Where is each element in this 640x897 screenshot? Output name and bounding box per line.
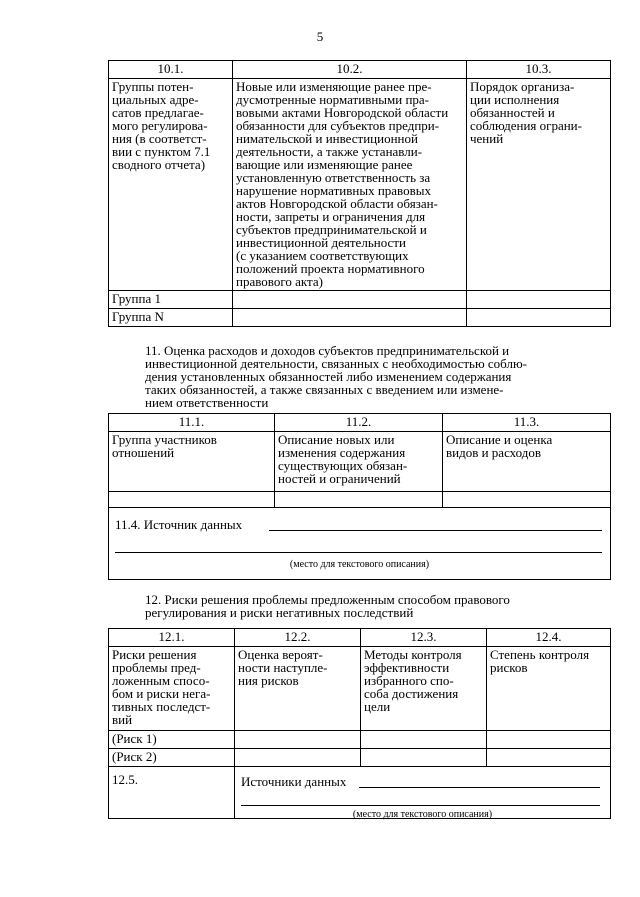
data-source-label: 11.4. Источник данных [115,517,243,532]
table-cell [109,492,275,508]
table-12 [108,628,611,819]
table-cell [467,291,611,309]
fill-line [241,805,600,806]
table-11 [108,413,611,580]
table-cell [443,492,611,508]
table-12-header: 12.4. [487,629,611,647]
table-12-header: 12.3. [361,629,487,647]
fill-line [359,787,600,788]
table-cell [361,731,487,749]
table-cell [235,749,361,767]
table-12-row-label: (Риск 1) [109,731,235,749]
data-source-cell [235,767,611,819]
table-10-header: 10.2. [233,61,467,79]
table-12-header: 12.2. [235,629,361,647]
text-placeholder: (место для текстового описания) [289,559,430,570]
table-12-desc: Оценка вероят- ности наступле- ния рисков [235,647,361,731]
data-source-cell [109,508,611,580]
page-number: 5 [316,29,324,44]
table-cell [235,731,361,749]
table-10 [108,60,611,327]
section-12-heading: 12. Риски решения проблемы предложенным способом правового регулирования и риски негативных последствий [145,592,510,620]
table-cell [487,731,611,749]
table-cell [487,749,611,767]
table-11-header: 11.2. [275,414,443,432]
data-source-number: 12.5. [109,767,235,819]
table-11-desc: Группа участников отношений [109,432,275,492]
table-cell [233,309,467,327]
table-10-desc: Порядок организа- ции исполнения обязанностей и соблюдения ограни- чений [467,79,611,291]
table-11-header: 11.3. [443,414,611,432]
table-10-row-label: Группа N [109,309,233,327]
table-12-row-label: (Риск 2) [109,749,235,767]
text-placeholder: (место для текстового описания) [352,809,493,820]
section-11-heading: 11. Оценка расходов и доходов субъектов предпринимательской и инвестиционной деятельности, связанных с необходимостью соблю- дения установленных обязанностей либо изменением содержания таких обязанностей, а также связанных с введением или измене- нием ответственности [145,343,528,410]
table-11-desc: Описание новых или изменения содержания существующих обязан- ностей и ограничений [275,432,443,492]
table-12-header: 12.1. [109,629,235,647]
table-10-desc: Группы потен- циальных адре- сатов предлагае- мого регулирова- ния (в соответст- вии с пунктом 7.1 сводного отчета) [109,79,233,291]
table-11-desc: Описание и оценка видов и расходов [443,432,611,492]
table-10-header: 10.3. [467,61,611,79]
table-11-header: 11.1. [109,414,275,432]
table-12-desc: Риски решения проблемы пред- ложенным спосо- бом и риски нега- тивных последст- вий [109,647,235,731]
data-source-label: Источники данных [241,774,347,789]
table-cell [467,309,611,327]
table-12-desc: Степень контроля рисков [487,647,611,731]
table-12-desc: Методы контроля эффективности избранного спо- соба достижения цели [361,647,487,731]
table-10-desc: Новые или изменяющие ранее пре- дусмотренные нормативными пра- вовыми актами Новгородской области обязанности для субъектов предпри- нимательской и инвестиционной деятельности, а также устанавли- вающие или изменяющие ранее установленную ответственность за нарушение нормативных правовых актов Новгородской области обязан- ности, запреты и ограничения для субъектов предпринимательской и инвестиционной деятельности (с указанием соответствующих положений проекта нормативного правового акта) [233,79,467,291]
table-10-row-label: Группа 1 [109,291,233,309]
table-cell [233,291,467,309]
table-cell [275,492,443,508]
fill-line [115,552,602,553]
table-10-header: 10.1. [109,61,233,79]
table-cell [361,749,487,767]
fill-line [269,530,602,531]
